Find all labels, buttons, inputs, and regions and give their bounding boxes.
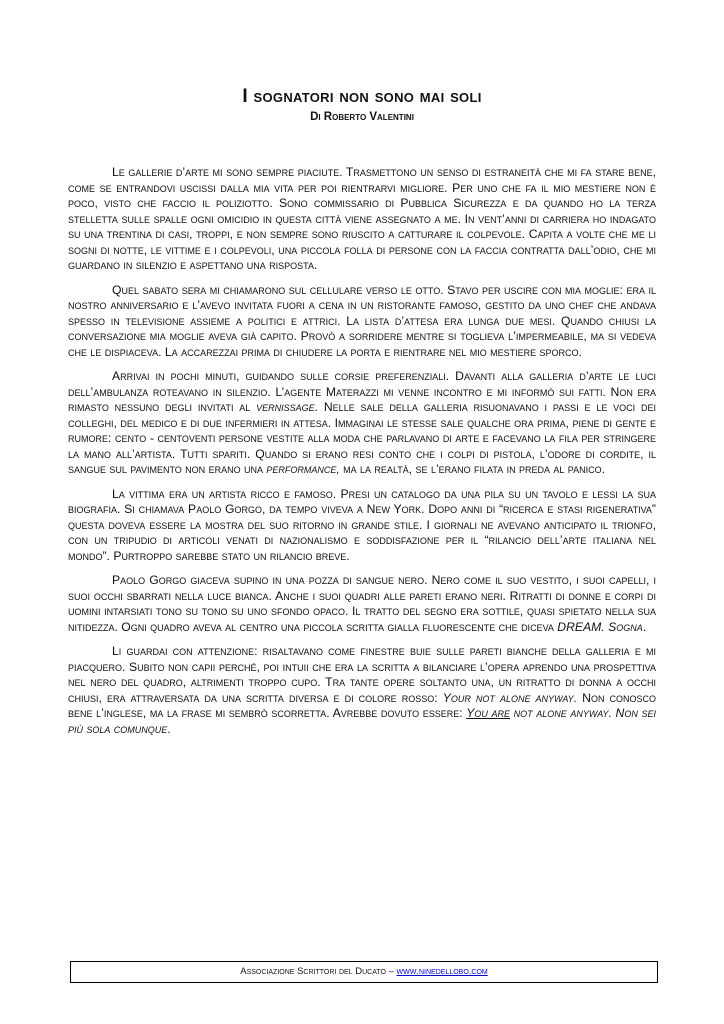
italic-run: Your not alone anyway. (442, 690, 578, 705)
paragraph-6 (68, 644, 656, 737)
text-run: ma la realtà, se l’erano filata in preda al panico. (339, 462, 605, 476)
text-run: Paolo Gorgo giaceva supino in una pozza di sangue nero. Nero come il suo vestito, i suoi capelli, i suoi occhi sbarrati nella luce bianca. Anche i suoi quadri alle pareti erano neri. Ritratti di donne e corpi di uomini intarsiati tono su tono su uno sfondo opaco. Il tratto del segno era sottile, quasi spietato nella sua nitidezza. Ogni quadro aveva al centro una piccola scritta gialla fluorescente che diceva (68, 573, 656, 634)
text-run: . (642, 619, 647, 634)
paragraph-5 (68, 573, 656, 635)
text-run: Quel sabato sera mi chiamarono sul cellulare verso le otto. Stavo per uscire con mia moglie: era il nostro anniversario e l’avevo invitata fuori a cena in un ristorante famoso, gestito da uno chef che andava spesso in televisione assieme a politici e attrici. La lista d’attesa era lunga due mesi. Quando chiusi la conversazione mia moglie aveva già capito. Provò a sorridere mentre si toglieva l’impermeabile, ma si vedeva che le dispiaceva. La accarezzai prima di chiudere la porta e rientrare nel mio mestiere sporco. (68, 282, 656, 359)
paragraph-2 (68, 283, 656, 361)
italic-run: not alone anyway. Non sei più sola comunque (68, 706, 656, 736)
text-run: Arrivai in pochi minuti, guidando sulle corsie preferenziali. Davanti alla galleria d’arte le luci dell’ambulanza roteavano in silenzio. L’agente Materazzi mi venne incontro e mi informò sui fatti. Non era rimasto nessuno degli invitati al (68, 369, 656, 414)
document-body (68, 165, 656, 746)
italic-run: vernissage (256, 400, 315, 414)
text-run: Non conosco bene l’inglese, ma la frase mi sembrò scorretta. Avrebbe dovuto essere: (68, 690, 657, 720)
paragraph-1 (68, 165, 656, 274)
italic-run: You are (466, 706, 511, 720)
text-run: . Nelle sale della galleria risuonavano i passi e le voci dei colleghi, del medico e di due infermieri in attesa. Immaginai le stesse sale qualche ora prima, piene di gente e rumore: cento - centoventi persone vestite alla moda che parlavano di arte e facevano la fila per stringere la mano all’artista. Tutti spariti. Quando si erano resi conto che i colpi di pistola, l’odore di cordite, il sangue sul pavimento non erano una (68, 400, 656, 476)
page-footer (70, 961, 658, 983)
text-run: La vittima era un artista ricco e famoso. Presi un catalogo da una pila su un tavolo e lessi la sua biografia. Si chiamava Paolo Gorgo, da tempo viveva a New York. Dopo anni di “ricerca e stasi rigenerativa” questa doveva essere la mostra del suo ritorno in grande stile. I giornali ne avevano anticipato il trionfo, con un tripudio di articoli venati di nazionalismo e soddisfazione per il “rilancio dell’arte italiana nel mondo”. Purtroppo sarebbe stato un rilancio breve. (68, 486, 656, 563)
document-author: Di Roberto Valentini (310, 111, 414, 123)
footer-link[interactable]: www.ninedellobo.com (396, 966, 488, 977)
text-run: . (167, 721, 171, 736)
underline-run (466, 706, 510, 720)
italic-run: DREAM. Sogna (557, 619, 643, 634)
footer-text: Associazione Scrittori del Ducato – (240, 966, 397, 977)
paragraph-3 (68, 369, 656, 478)
text-run: Li guardai con attenzione: risaltavano come finestre buie sulle pareti bianche della galleria e mi piacquero. Subito non capii perché, poi intuii che era la scritta a bilanciare l’opera aprendo una prospettiva nel nero del quadro, altrimenti troppo cupo. Tra tante opere soltanto una, un ritratto di donna a occhi chiusi, era attraversata da una scritta diversa e di colore rosso: (68, 644, 656, 705)
text-run: Le gallerie d’arte mi sono sempre piaciute. Trasmettono un senso di estraneità che mi fa stare bene, come se entrandovi uscissi dalla mia vita per poi rientrarvi migliore. Per uno che fa il mio mestiere non è poco, visto che faccio il poliziotto. Sono commissario di Pubblica Sicurezza e da quando ho la terza stelletta sulle spalle ogni omicidio in questa città viene assegnato a me. In vent’anni di carriera ho indagato su una trentina di casi, troppi, e non sempre sono riuscito a catturare il colpevole. Capita a volte che me li sogni di notte, le vittime e i colpevoli, una piccola folla di persone con la faccia contratta dall’odio, che mi guardano in silenzio e aspettano una risposta. (68, 165, 656, 272)
paragraph-4 (68, 487, 656, 565)
italic-run: performance, (266, 462, 340, 476)
document-title: I sognatori non sono mai soli (242, 86, 482, 107)
